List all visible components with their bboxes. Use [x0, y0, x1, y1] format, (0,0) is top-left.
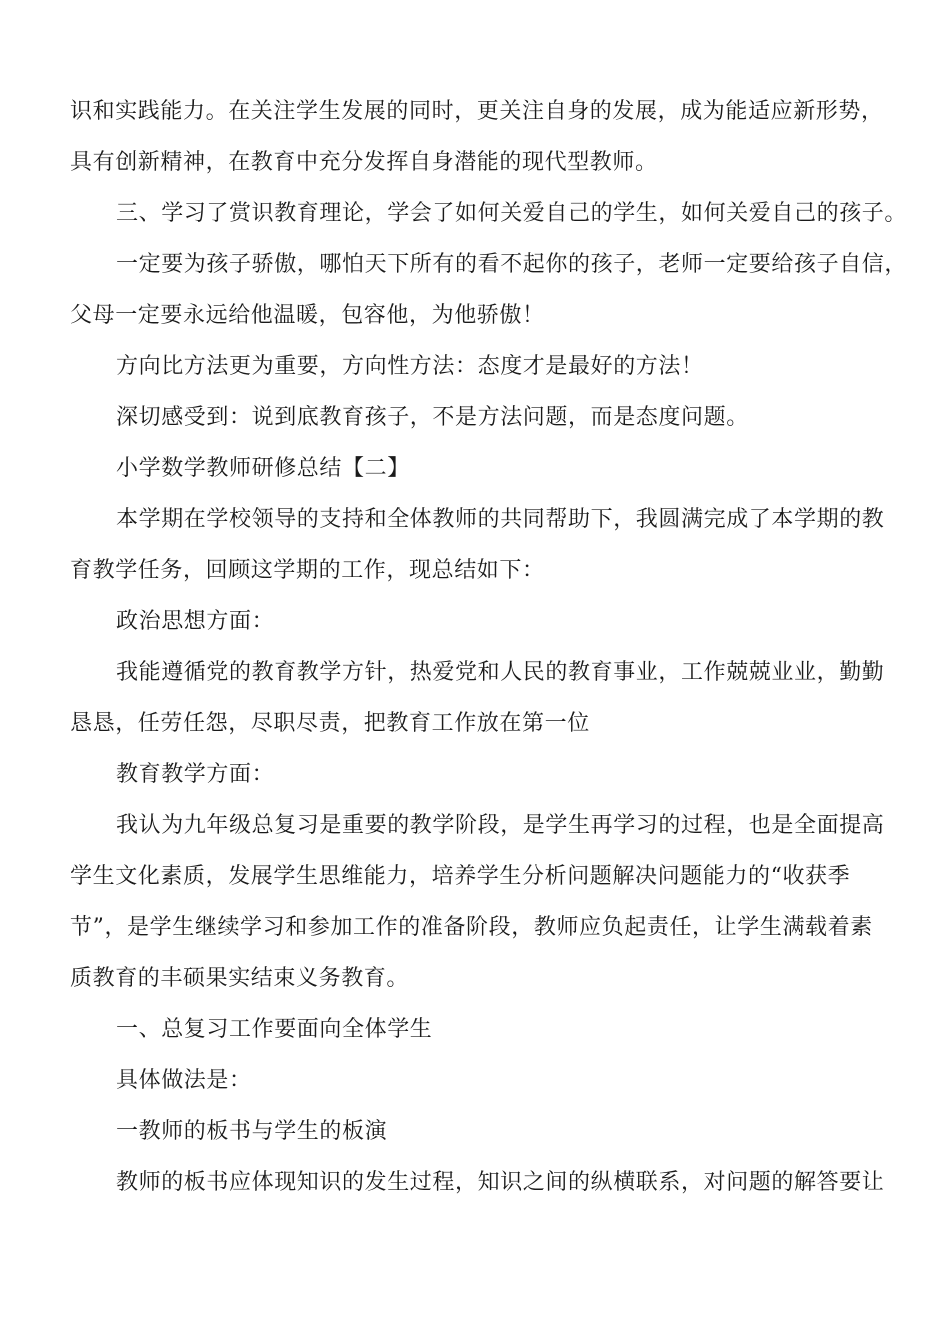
text-line: 政治思想方面：: [116, 609, 275, 634]
text-line: 育教学任务，回顾这学期的工作，现总结如下：: [70, 558, 545, 583]
text-line: 教师的板书应体现知识的发生过程，知识之间的纵横联系，对问题的解答要让: [116, 1170, 885, 1195]
text-line: 质教育的丰硕果实结束义务教育。: [70, 966, 410, 991]
text-line: 识和实践能力。在关注学生发展的同时，更关注自身的发展，成为能适应新形势，: [70, 99, 884, 124]
text-line: 一教师的板书与学生的板演: [116, 1119, 388, 1144]
text-line: 父母一定要永远给他温暖，包容他，为他骄傲！: [70, 303, 545, 328]
text-line: 具体做法是：: [116, 1068, 252, 1093]
text-line: 一定要为孩子骄傲，哪怕天下所有的看不起你的孩子，老师一定要给孩子自信，: [116, 252, 908, 277]
text-line: 我认为九年级总复习是重要的教学阶段，是学生再学习的过程，也是全面提高: [116, 813, 885, 838]
text-line: 我能遵循党的教育教学方针，热爱党和人民的教育事业，工作兢兢业业，勤勤: [116, 660, 885, 685]
text-line: 节”，是学生继续学习和参加工作的准备阶段，教师应负起责任，让学生满载着素: [70, 915, 873, 940]
text-line: 具有创新精神，在教育中充分发挥自身潜能的现代型教师。: [70, 150, 658, 175]
text-line: 本学期在学校领导的支持和全体教师的共同帮助下，我圆满完成了本学期的教: [116, 507, 885, 532]
section-heading: 小学数学教师研修总结【二】: [116, 456, 410, 481]
text-line: 方向比方法更为重要，方向性方法：态度才是最好的方法！: [116, 354, 704, 379]
text-line: 教育教学方面：: [116, 762, 275, 787]
text-line: 学生文化素质，发展学生思维能力，培养学生分析问题解决问题能力的“收获季: [70, 864, 851, 889]
text-line: 三、学习了赏识教育理论，学会了如何关爱自己的学生，如何关爱自己的孩子。: [116, 201, 908, 226]
text-line: 深切感受到：说到底教育孩子，不是方法问题，而是态度问题。: [116, 405, 749, 430]
text-line: 一、总复习工作要面向全体学生: [116, 1017, 433, 1042]
text-line: 恳恳，任劳任怨，尽职尽责，把教育工作放在第一位: [70, 711, 590, 736]
